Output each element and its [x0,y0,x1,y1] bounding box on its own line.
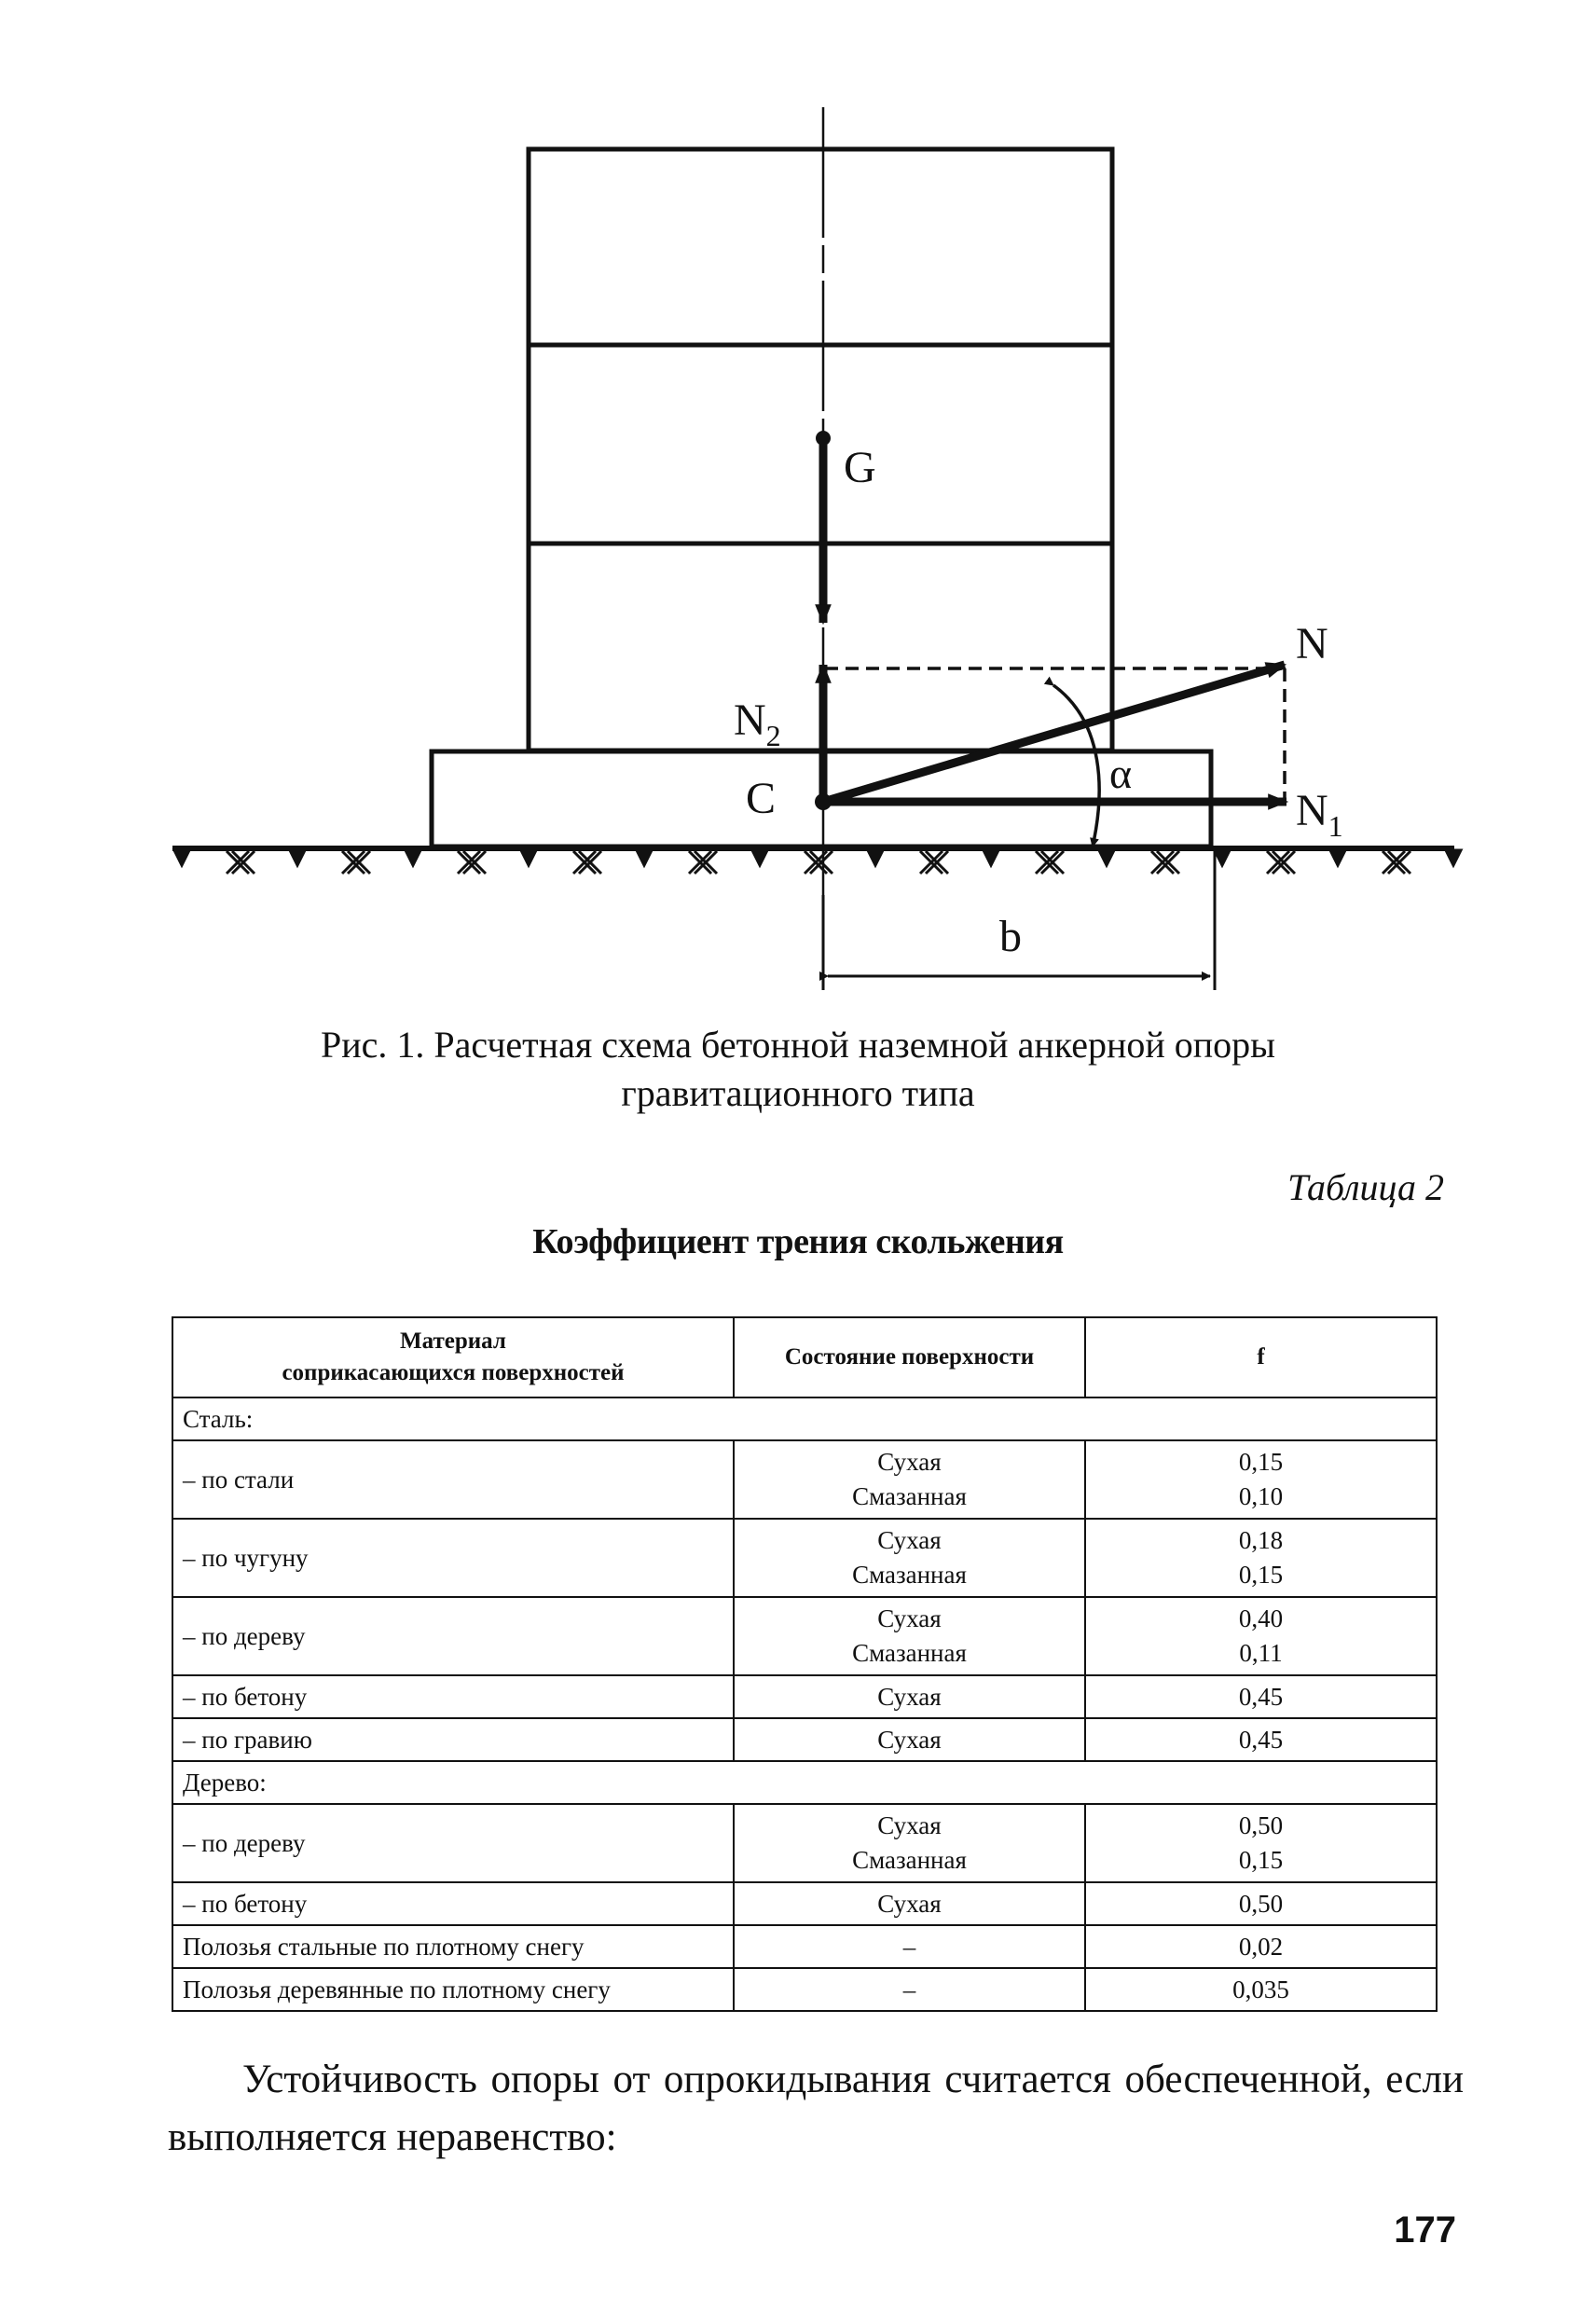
ground-hatch-mark [1099,850,1114,865]
state-cell [734,1718,1085,1761]
f-value: 0,11 [1239,1639,1283,1667]
f-value: 0,50 [1238,1889,1284,1918]
table-row [172,1968,1437,2011]
table-header-row [172,1317,1437,1397]
ground-hatch-mark [920,851,948,874]
state-value: Смазанная [852,1561,967,1589]
table-row [172,1718,1437,1761]
ground-hatch-mark [1151,851,1179,874]
table-row [172,1519,1437,1597]
state-value: Сухая [877,1889,942,1918]
state-cell [734,1925,1085,1968]
table-group-row [172,1761,1437,1804]
f-value: 0,02 [1238,1932,1284,1961]
label-g: G [844,443,876,492]
material-cell: – по гравию [172,1718,734,1761]
f-value: 0,40 [1238,1604,1284,1632]
state-value: Смазанная [852,1482,967,1510]
table-row [172,1882,1437,1925]
state-value: Сухая [877,1526,942,1554]
state-value: – [902,1975,916,2003]
f-value: 0,45 [1238,1682,1284,1711]
material-cell: – по дереву [172,1597,734,1675]
label-b: b [999,912,1022,961]
label-c: C [746,774,777,823]
label-n2: $N_2$ [734,695,781,752]
ground-hatch-mark [342,851,370,874]
ground-hatch-mark [1036,851,1064,874]
label-alpha: α [1109,750,1133,797]
ground-hatch-mark [458,851,486,874]
f-value: 0,50 [1238,1811,1284,1839]
page-number: 177 [1394,2210,1456,2251]
ground-hatch-mark [805,851,832,874]
state-cell [734,1675,1085,1718]
state-value: – [902,1932,916,1961]
material-cell: Полозья стальные по плотному снегу [172,1925,734,1968]
group-label: Дерево: [172,1761,1437,1804]
f-cell [1085,1882,1437,1925]
f-cell [1085,1519,1437,1597]
f-value: 0,45 [1238,1725,1284,1754]
state-cell [734,1968,1085,2011]
force-g-arrow [816,431,831,623]
ground-hatch-mark [406,850,420,865]
material-cell: Полозья деревянные по плотному снегу [172,1968,734,2011]
header-material: Материал соприкасающихся поверхностей [172,1317,734,1397]
state-value: Сухая [877,1725,942,1754]
state-value: Сухая [877,1448,942,1476]
ground-hatch-mark [1383,851,1410,874]
ground-hatch-mark [689,851,717,874]
ground-hatch-mark [1215,850,1230,865]
state-cell [734,1882,1085,1925]
ground-hatch-mark [521,850,536,865]
table-row [172,1675,1437,1718]
f-value: 0,10 [1238,1482,1284,1510]
f-value: 0,15 [1238,1561,1284,1589]
group-label: Сталь: [172,1397,1437,1440]
body-paragraph: Устойчивость опоры от опрокидывания считается обеспеченной, если выполняется неравенство: [168,2058,1464,2159]
header-f: f [1085,1317,1437,1397]
state-cell [734,1597,1085,1675]
state-value: Смазанная [852,1639,967,1667]
table-number: Таблица 2 [1287,1166,1444,1208]
f-cell [1085,1597,1437,1675]
material-cell: – по стали [172,1440,734,1519]
f-value: 0,15 [1238,1846,1284,1874]
table-row [172,1440,1437,1519]
material-cell: – по чугуну [172,1519,734,1597]
anchor-support-diagram [0,0,1596,1007]
figure-caption [0,1021,1596,1118]
table-row [172,1925,1437,1968]
f-value: 0,035 [1232,1975,1289,2003]
label-n1: $N_1$ [1296,786,1343,843]
point-c [815,793,832,810]
angle-arc [1053,685,1099,847]
state-cell [734,1804,1085,1882]
table-group-row [172,1397,1437,1440]
ground-hatch-mark [637,850,652,865]
table-row [172,1597,1437,1675]
state-value: Смазанная [852,1846,967,1874]
table-row [172,1804,1437,1882]
ground-hatch-mark [1267,851,1295,874]
state-value: Сухая [877,1811,942,1839]
state-cell [734,1519,1085,1597]
f-cell [1085,1718,1437,1761]
f-cell [1085,1925,1437,1968]
ground-hatch-mark [290,850,305,865]
f-value: 0,15 [1238,1448,1284,1476]
ground-hatch-mark [174,850,189,865]
ground-hatch-mark [1330,850,1345,865]
material-cell: – по дереву [172,1804,734,1882]
material-cell: – по бетону [172,1675,734,1718]
table-title: Коэффициент трения скольжения [532,1222,1064,1261]
state-value: Сухая [877,1682,942,1711]
figure-caption-line1: Рис. 1. Расчетная схема бетонной наземной анкерной опоры [320,1024,1276,1066]
state-cell [734,1440,1085,1519]
figure-caption-line2: гравитационного типа [621,1072,975,1114]
ground-hatch-mark [227,851,255,874]
ground-hatch-mark [752,850,767,865]
f-cell [1085,1804,1437,1882]
friction-table [172,1316,1438,2012]
ground-hatch-mark [868,850,883,865]
state-value: Сухая [877,1604,942,1632]
label-n: N [1296,619,1328,668]
f-cell [1085,1675,1437,1718]
header-state: Состояние поверхности [734,1317,1085,1397]
ground-hatch-mark [1446,850,1461,865]
material-cell: – по бетону [172,1882,734,1925]
ground-hatch-mark [984,850,998,865]
f-value: 0,18 [1238,1526,1284,1554]
ground-line [172,848,1461,874]
f-cell [1085,1440,1437,1519]
f-cell [1085,1968,1437,2011]
ground-hatch-mark [573,851,601,874]
